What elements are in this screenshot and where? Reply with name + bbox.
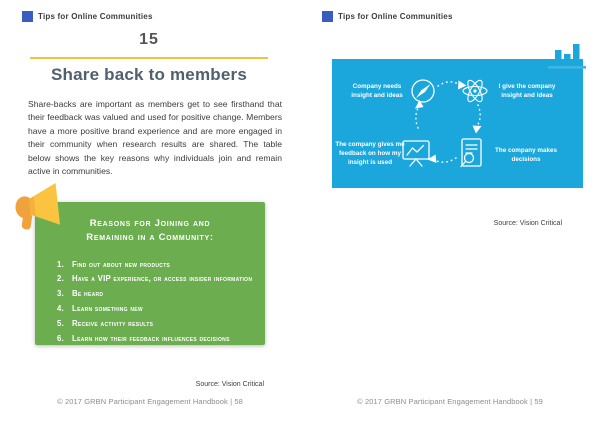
diagram-label-company-needs: Company needs insight and ideas [351,83,403,100]
source-credit: Source: Vision Critical [195,381,264,388]
page-title: Share back to members [50,65,247,84]
header-label: Tips for Online Communities [38,12,153,21]
feedback-cycle-diagram [332,59,583,188]
chapter-number: 15 [139,31,159,48]
diagram-label-i-give-insight: I give the company insight and ideas [498,83,556,100]
page-footer: © 2017 GRBN Participant Engagement Handbook | 59 [357,397,543,406]
compass-needle [416,84,431,98]
header-bullet-icon [22,11,33,22]
list-item: 3. Be heard [57,289,104,299]
page-footer: © 2017 GRBN Participant Engagement Handbook | 58 [57,397,243,406]
bar-chart-logo-icon [545,40,589,72]
right-page-header [322,11,453,22]
megaphone-icon [11,182,67,234]
diagram-label-company-decisions: The company makes decisions [495,147,557,164]
list-item: 1. Find out about new products [57,259,171,269]
list-item: 4. Learn something new [57,304,143,314]
reasons-box-title: Reasons for Joining and Remaining in a Community: [86,218,214,244]
source-credit: Source: Vision Critical [493,220,562,227]
list-item: 2. Have a VIP experience, or access insider information [57,274,253,284]
header-label: Tips for Online Communities [338,12,453,21]
atom-icon [463,78,487,103]
document-search-icon [461,139,481,167]
right-page [300,0,600,424]
presentation-chart-icon [403,141,429,166]
cycle-arrows [332,59,583,188]
diagram-label-company-feedback: The company gives me feedback on how my insight is used [335,141,405,167]
yellow-divider-rule [30,57,268,59]
list-item: 5. Receive activity results [57,318,154,328]
list-item: 6. Learn how their feedback influences decisions [57,333,230,343]
reasons-list [35,260,265,344]
header-bullet-icon [322,11,333,22]
left-page-header [22,11,153,22]
reasons-box [35,202,265,345]
body-paragraph: Share-backs are important as members get to see firsthand that their feedback was valued and used for positive change. Members have a more positive brand experience and are more engaged in their community when research results are shared. The table below shows the key reasons why individuals join and remain active in communities. [28,99,282,177]
